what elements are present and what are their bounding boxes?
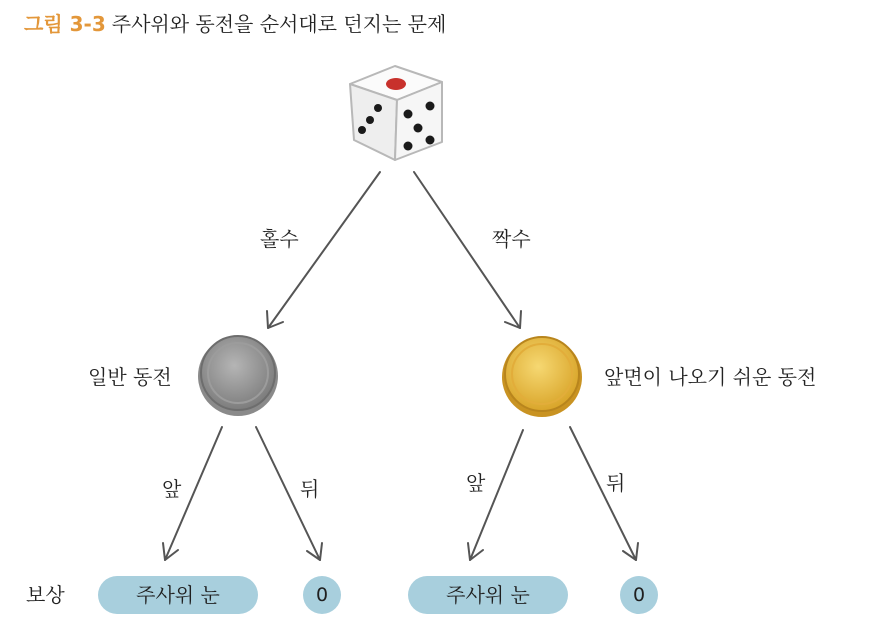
reward-zero-biased: 0 [620, 576, 658, 614]
reward-label: 보상 [26, 583, 65, 607]
biased-heads-label: 앞 [466, 471, 486, 495]
biased-coin-icon [502, 337, 582, 417]
normal-coin-label: 일반 동전 [88, 365, 172, 389]
figure-label: 그림 3-3 [24, 12, 106, 36]
reward-dice-eyes-normal: 주사위 눈 [98, 576, 258, 614]
normal-tails-label: 뒤 [300, 477, 320, 501]
reward-dice-eyes-biased: 주사위 눈 [408, 576, 568, 614]
biased-tails-label: 뒤 [606, 471, 626, 495]
arrow-biased-tails-head [623, 543, 638, 560]
figure-caption: 주사위와 동전을 순서대로 던지는 문제 [111, 12, 447, 36]
branch-even-label: 짝수 [492, 227, 531, 251]
arrow-normal-tails-head [307, 543, 322, 560]
dice-icon [350, 66, 442, 160]
branch-odd-label: 홀수 [260, 227, 299, 251]
arrow-biased-tails [570, 427, 636, 560]
normal-coin-icon [198, 336, 278, 416]
normal-heads-label: 앞 [162, 477, 182, 501]
biased-coin-label: 앞면이 나오기 쉬운 동전 [604, 365, 817, 389]
reward-zero-normal: 0 [303, 576, 341, 614]
